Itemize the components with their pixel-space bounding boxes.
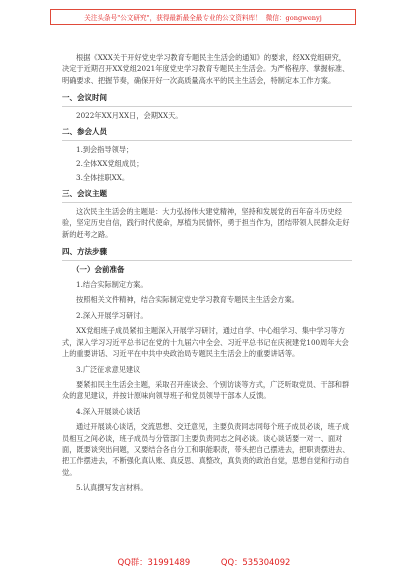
- intro-paragraph: 根据《XXX关于开好党史学习教育专题民主生活会的通知》的要求，经XX党组研究，决定于近期召开XX党组2021年度党史学习教育专题民主生活会。为严格程序、掌握标准、明确要求、把握节奏，确保开好一次高质量高水平的民主生活会，特制定本工作方案。: [62, 53, 350, 85]
- attendee-item: 1.到会指导领导；: [76, 144, 134, 154]
- meeting-time: 2022年XX月XX日，会期XX天。: [76, 111, 183, 121]
- heading-divider: [62, 140, 352, 141]
- document-body: [62, 52, 352, 494]
- promo-banner: [50, 9, 356, 25]
- contact-footer: [0, 556, 408, 568]
- qq-group: QQ群：31991489: [117, 557, 191, 567]
- theme-paragraph: 这次民主生活会的主题是：大力弘扬伟大建党精神，坚持和发展党的百年奋斗历史经验，坚定历史自信，践行时代使命，厚植为民情怀，勇于担当作为，团结带领人民群众走好新的赶考之路。: [62, 206, 350, 239]
- attendee-item: 3.全体挂职XX。: [76, 173, 130, 183]
- step-title: 3.广泛征求意见建议: [76, 364, 141, 374]
- step-paragraph: 通过开展谈心谈话，交流思想、交迁意见，主要负责同志同每个班子成员必谈，班子成员相互之间必谈，班子成员与分管部门主要负责同志之间必谈。谈心谈话要一对一、面对面，既要谈突出问题，又要结合各自分工和职能职责，带头把自己摆进去，把职责摆进去、把工作摆进去，不断强化真认账、真反思、真整改，真负责的政治自觉，思想自觉和行动自觉。: [62, 422, 350, 477]
- step-title: 4.深入开展谈心谈话: [76, 406, 141, 416]
- section-heading-theme: 三、会议主题: [62, 188, 107, 198]
- step-title: 1.结合实际制定方案。: [76, 280, 148, 290]
- attendee-item: 2.全体XX党组成员；: [76, 159, 144, 169]
- heading-divider: [62, 202, 352, 203]
- heading-divider: [62, 106, 352, 107]
- step-title: 5.认真撰写发言材料。: [76, 483, 148, 493]
- section-heading-steps: 四、方法步骤: [62, 247, 107, 257]
- section-heading-time: 一、会议时间: [62, 93, 107, 103]
- heading-divider: [62, 260, 352, 261]
- banner-wechat: 微信：gongwenyj: [265, 14, 322, 22]
- subheading-preparation: （一）会前准备: [72, 265, 125, 275]
- banner-text: 关注头条号"公文研究"，获得最新最全最专业的公文资料库！: [84, 14, 262, 22]
- qq-number: QQ：535304092: [220, 557, 291, 567]
- step-paragraph: 要紧扣民主生活会主题，采取召开座谈会、个别访谈等方式，广泛听取党员、干部和群众的意见建议，并按计原味向领导班子和党员领导干部本人反馈。: [62, 379, 350, 401]
- step-paragraph: XX党组班子成员紧扣主题深入开展学习研讨，通过自学、中心组学习、集中学习等方式，深入学习习近平总书记在党的十九届六中全会、习近平总书记在庆祝建党100周年大会上的重要讲话、习近平在中共中央政治局专题民主生活会上的重要讲话等。: [62, 326, 349, 359]
- step-paragraph: 按照相关文件精神，结合实际制定党史学习教育专题民主生活会方案。: [76, 295, 299, 305]
- step-title: 2.深入开展学习研讨。: [76, 310, 148, 320]
- section-heading-attendees: 二、参会人员: [62, 126, 107, 136]
